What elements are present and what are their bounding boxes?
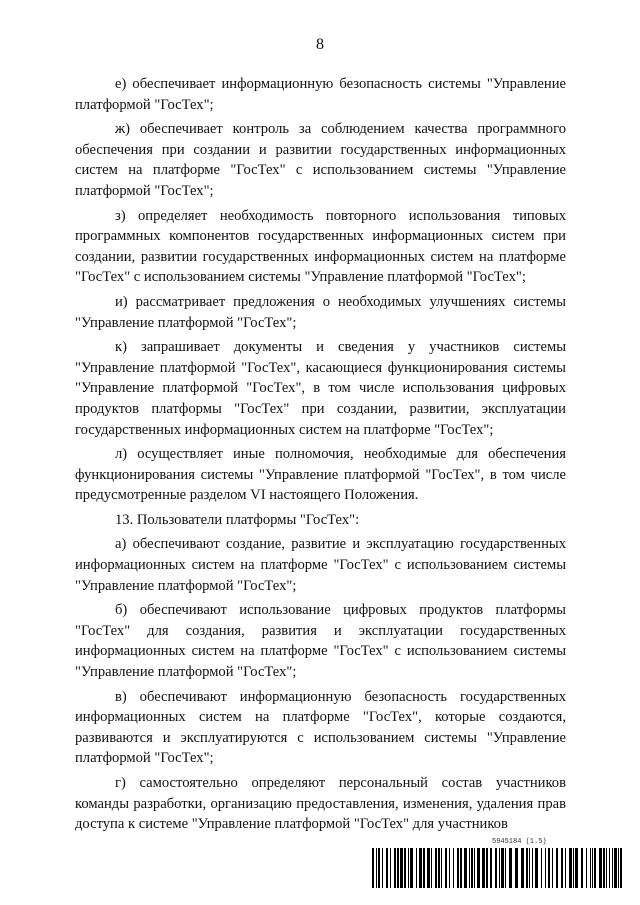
paragraph-13: 13. Пользователи платформы "ГосТех": bbox=[115, 511, 360, 528]
barcode-icon bbox=[372, 848, 622, 888]
paragraph-zh: ж) обеспечивает контроль за соблюдением качества программного обеспечения при создании и развитии государственных информационных систем на платформе "ГосТех" с использованием системы "Управление платформой "ГосТех"; bbox=[75, 121, 566, 199]
paragraph-v: в) обеспечивают информационную безопасность государственных информационных систем на платформе "ГосТех", которые создаются, развиваются и эксплуатируются с использованием системы "Управление платформой "ГосТех"; bbox=[75, 688, 566, 767]
barcode-code: 5945184 (1.5) bbox=[492, 838, 547, 846]
paragraph-z: з) определяет необходимость повторного использования типовых программных компонентов государственных информационных систем при создании, развитии государственных информационных систем на платформе "ГосТех" с использованием системы "Управление платформой "ГосТех"; bbox=[75, 207, 566, 286]
paragraph-b: б) обеспечивают использование цифровых продуктов платформы "ГосТех" для создания, развития и эксплуатации государственных информационных систем на платформе "ГосТех" с использованием системы "Управление платформой "ГосТех"; bbox=[75, 602, 566, 681]
paragraph-l: л) осуществляет иные полномочия, необходимые для обеспечения функционирования системы "Управление платформой "ГосТех", в том числе предусмотренные разделом VI настоящего Положения. bbox=[75, 446, 566, 504]
paragraph-g: г) самостоятельно определяют персональный состав участников команды разработки, организацию предоставления, изменения, удаления прав доступа к системе "Управление платформой "ГосТех" для участников bbox=[75, 775, 566, 833]
document-body bbox=[75, 74, 566, 839]
paragraph-k: к) запрашивает документы и сведения у участников системы "Управление платформой "ГосТех", касающиеся функционирования системы "Управление платформой "ГосТех", в том числе использования цифровых продуктов платформы "ГосТех" при создании, развитии, эксплуатации государственных информационных систем на платформе "ГосТех"; bbox=[75, 339, 566, 438]
paragraph-a: а) обеспечивают создание, развитие и эксплуатацию государственных информационных систем на платформе "ГосТех" с использованием системы "Управление платформой "ГосТех"; bbox=[75, 536, 566, 594]
page-number: 8 bbox=[316, 36, 324, 53]
paragraph-i: и) рассматривает предложения о необходимых улучшениях системы "Управление платформой "ГосТех"; bbox=[75, 293, 566, 331]
paragraph-e: е) обеспечивает информационную безопасность системы "Управление платформой "ГосТех"; bbox=[75, 76, 566, 113]
